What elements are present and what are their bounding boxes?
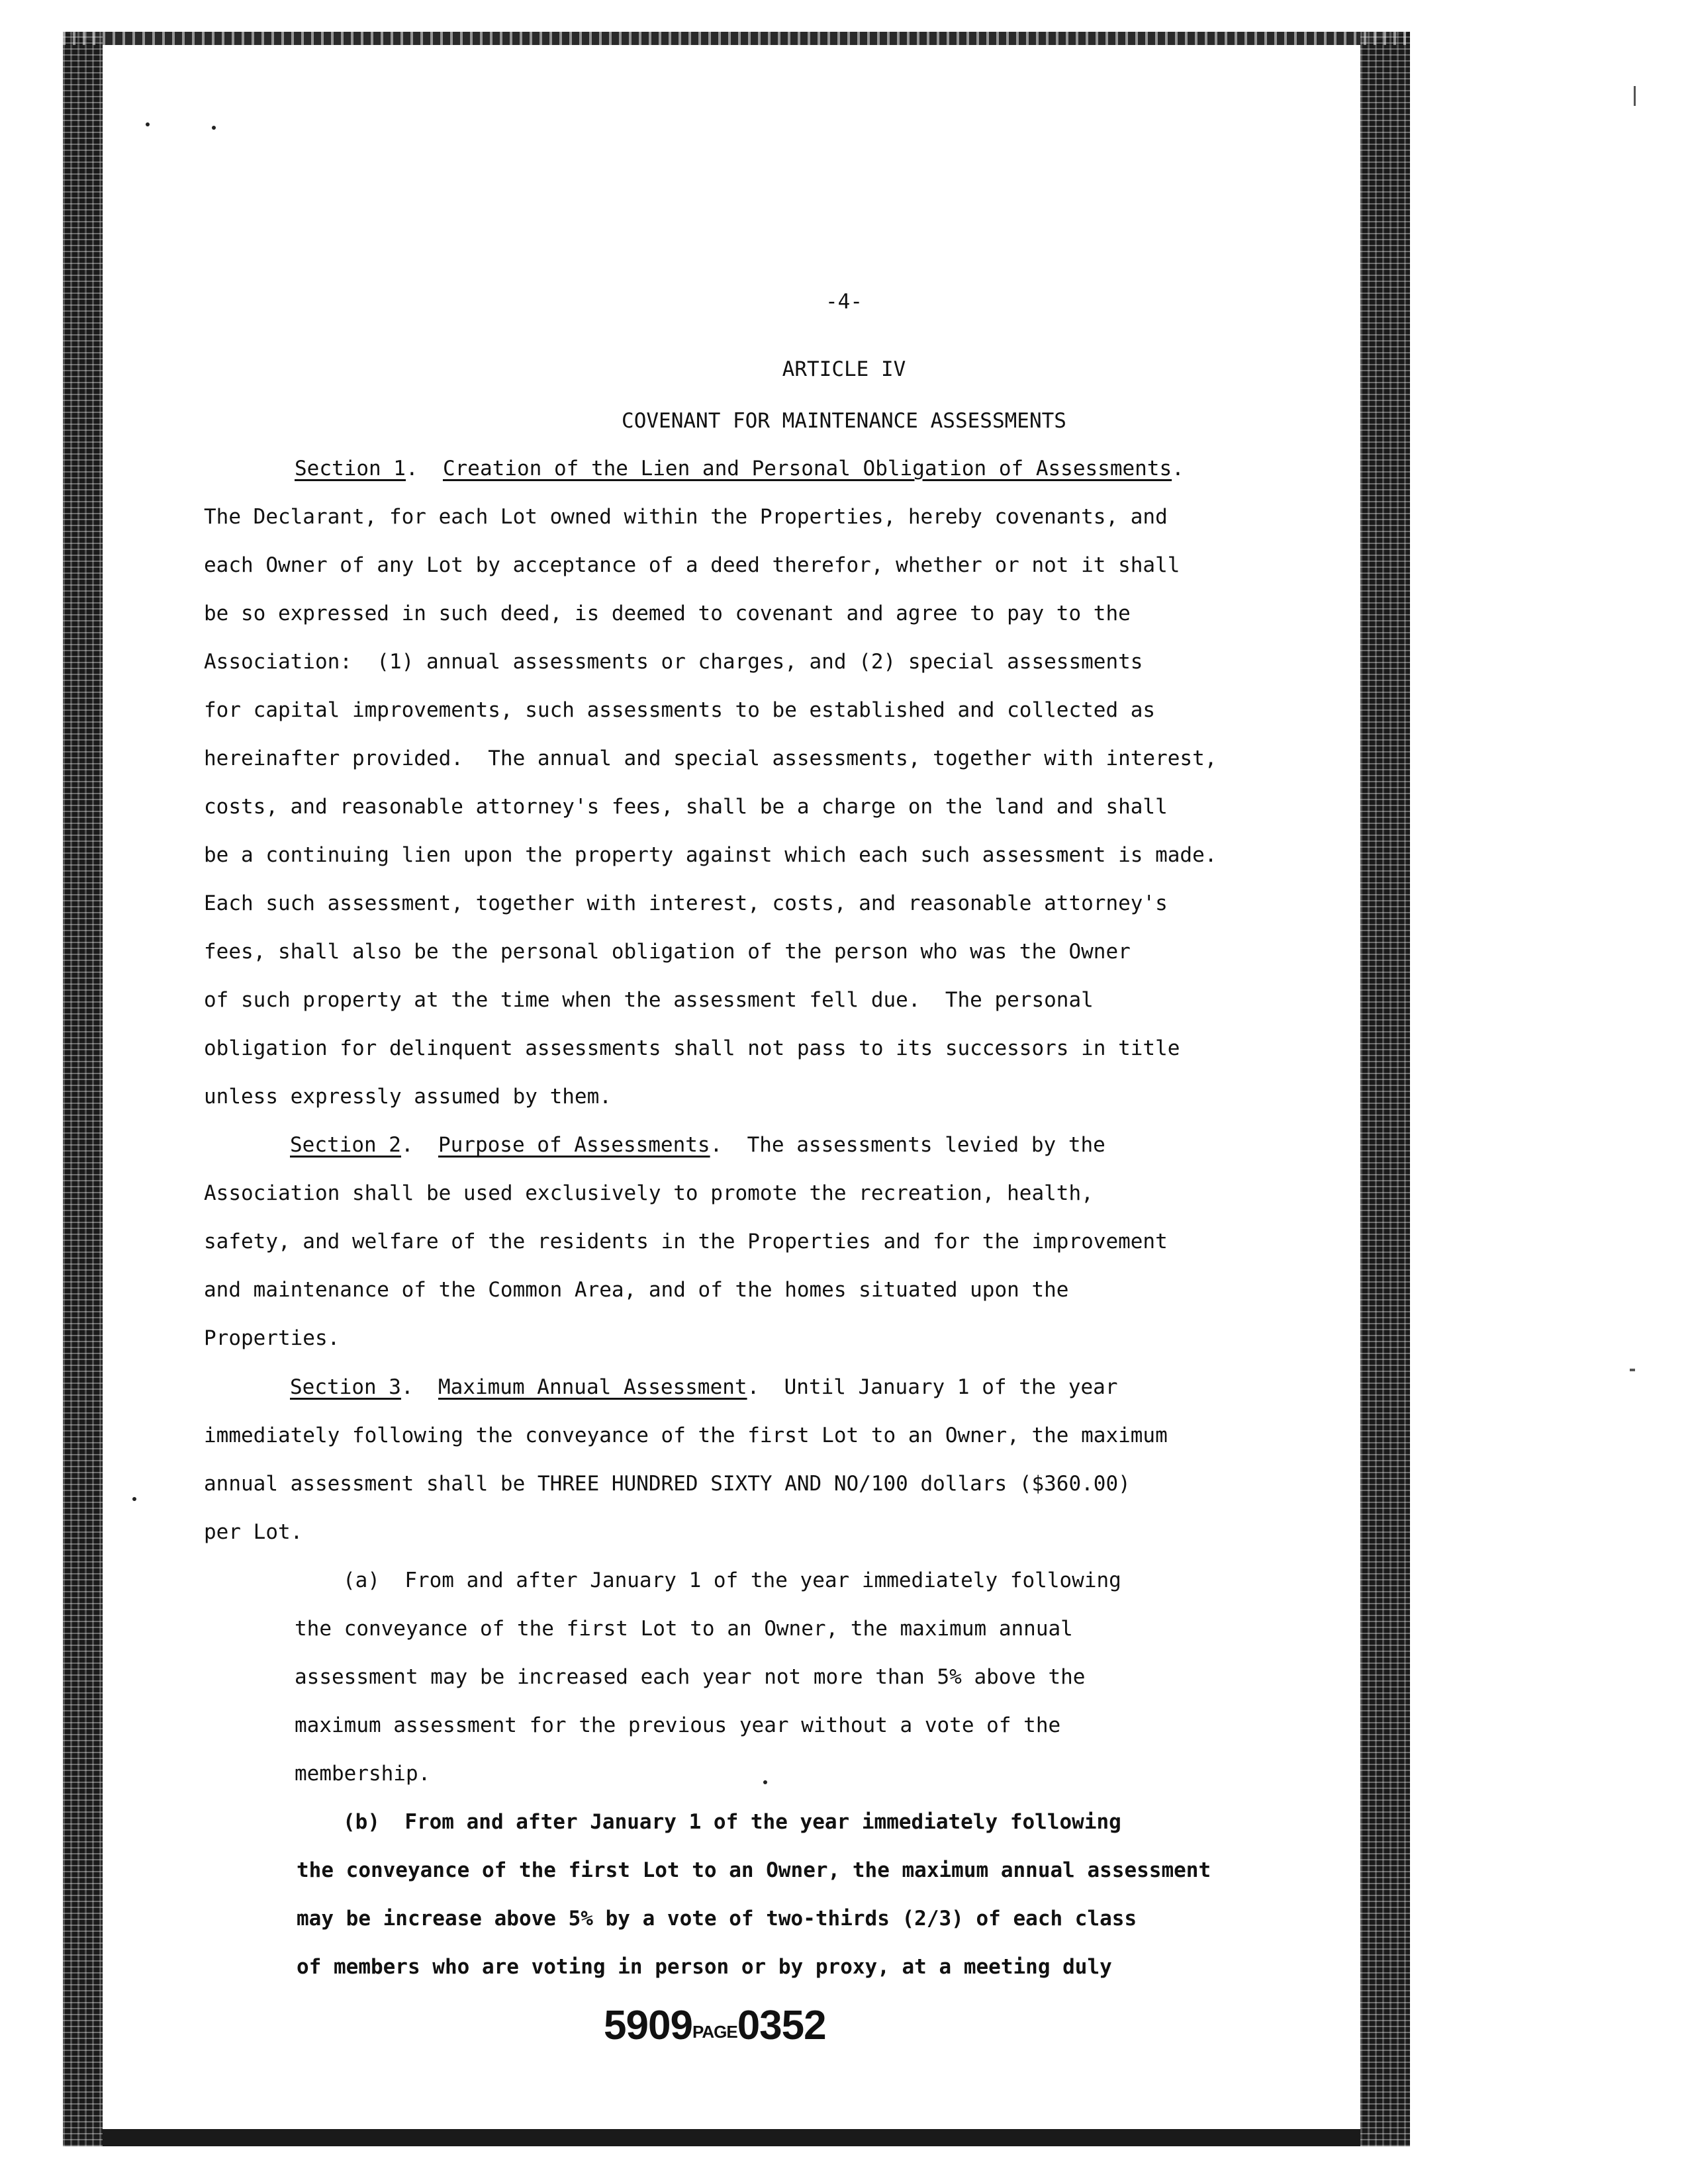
- body-line: Association: (1) annual assessments or charges, and (2) special assessments: [204, 650, 1143, 674]
- body-line: hereinafter provided. The annual and special assessments, together with interest,: [204, 747, 1217, 770]
- subsection-a-line: membership.: [295, 1762, 431, 1786]
- section1-heading: Creation of the Lien and Personal Obligation of Assessments: [442, 457, 1172, 480]
- subsection-b-line: may be increase above 5% by a vote of two-thirds (2/3) of each class: [297, 1907, 1137, 1931]
- section3-heading-line: Section 3. Maximum Annual Assessment. Until January 1 of the year: [290, 1375, 1118, 1399]
- section3-label: Section 3: [290, 1375, 401, 1399]
- section3-heading: Maximum Annual Assessment: [438, 1375, 747, 1399]
- section2-heading: Purpose of Assessments: [438, 1133, 710, 1157]
- body-line: be a continuing lien upon the property against which each such assessment is made.: [204, 843, 1217, 867]
- body-line: of such property at the time when the assessment fell due. The personal: [204, 988, 1094, 1012]
- body-line: obligation for delinquent assessments shall not pass to its successors in title: [204, 1036, 1180, 1060]
- scan-speck: [763, 1780, 767, 1784]
- body-line: annual assessment shall be THREE HUNDRED SIXTY AND NO/100 dollars ($360.00): [204, 1472, 1131, 1496]
- body-line: each Owner of any Lot by acceptance of a deed therefor, whether or not it shall: [204, 553, 1180, 577]
- page-number-stamp: 0352: [737, 2003, 826, 2048]
- article-subtitle: COVENANT FOR MAINTENANCE ASSESSMENTS: [622, 409, 1066, 433]
- section2-heading-line: Section 2. Purpose of Assessments. The assessments levied by the: [290, 1133, 1105, 1157]
- body-line: and maintenance of the Common Area, and of the homes situated upon the: [204, 1278, 1069, 1302]
- body-line: fees, shall also be the personal obligation of the person who was the Owner: [204, 940, 1131, 964]
- body-line: immediately following the conveyance of the first Lot to an Owner, the maximum: [204, 1424, 1168, 1447]
- scan-margin-mark: [1634, 86, 1636, 106]
- book-number: 5909: [604, 2003, 692, 2048]
- scan-margin-mark: [1630, 1369, 1635, 1371]
- body-line: unless expressly assumed by them.: [204, 1085, 612, 1109]
- subsection-a-line: assessment may be increased each year not more than 5% above the: [295, 1665, 1086, 1689]
- section1-heading-line: Section 1. Creation of the Lien and Personal Obligation of Assessments.: [295, 457, 1184, 480]
- page-label: PAGE: [692, 2022, 737, 2042]
- scan-speck: [212, 126, 216, 130]
- section2-first-tail: The assessments levied by the: [722, 1133, 1105, 1157]
- body-line: for capital improvements, such assessments to be established and collected as: [204, 698, 1156, 722]
- scan-border-top: [63, 32, 1410, 45]
- body-line: be so expressed in such deed, is deemed to covenant and agree to pay to the: [204, 602, 1131, 625]
- section1-label: Section 1: [295, 457, 406, 480]
- section3-first-tail: Until January 1 of the year: [759, 1375, 1118, 1399]
- body-line: costs, and reasonable attorney's fees, shall be a charge on the land and shall: [204, 795, 1168, 819]
- page-number: -4-: [825, 290, 863, 314]
- book-page-stamp: [604, 2002, 826, 2049]
- article-title: ARTICLE IV: [782, 357, 906, 381]
- subsection-a-line: (a) From and after January 1 of the year immediately following: [343, 1569, 1121, 1592]
- body-line: The Declarant, for each Lot owned within the Properties, hereby covenants, and: [204, 505, 1168, 529]
- scan-speck: [132, 1497, 136, 1501]
- body-line: Association shall be used exclusively to promote the recreation, health,: [204, 1181, 1094, 1205]
- body-line: Properties.: [204, 1326, 340, 1350]
- section2-label: Section 2: [290, 1133, 401, 1157]
- subsection-a-line: maximum assessment for the previous year without a vote of the: [295, 1713, 1061, 1737]
- body-line: Each such assessment, together with interest, costs, and reasonable attorney's: [204, 891, 1168, 915]
- body-line: safety, and welfare of the residents in the Properties and for the improvement: [204, 1230, 1168, 1253]
- body-line: per Lot.: [204, 1520, 303, 1544]
- subsection-b-line: the conveyance of the first Lot to an Owner, the maximum annual assessment: [297, 1858, 1211, 1882]
- subsection-b-line: of members who are voting in person or by proxy, at a meeting duly: [297, 1955, 1112, 1979]
- subsection-a-line: the conveyance of the first Lot to an Owner, the maximum annual: [295, 1617, 1073, 1641]
- subsection-b-line: (b) From and after January 1 of the year immediately following: [343, 1810, 1121, 1834]
- scan-speck: [146, 122, 150, 126]
